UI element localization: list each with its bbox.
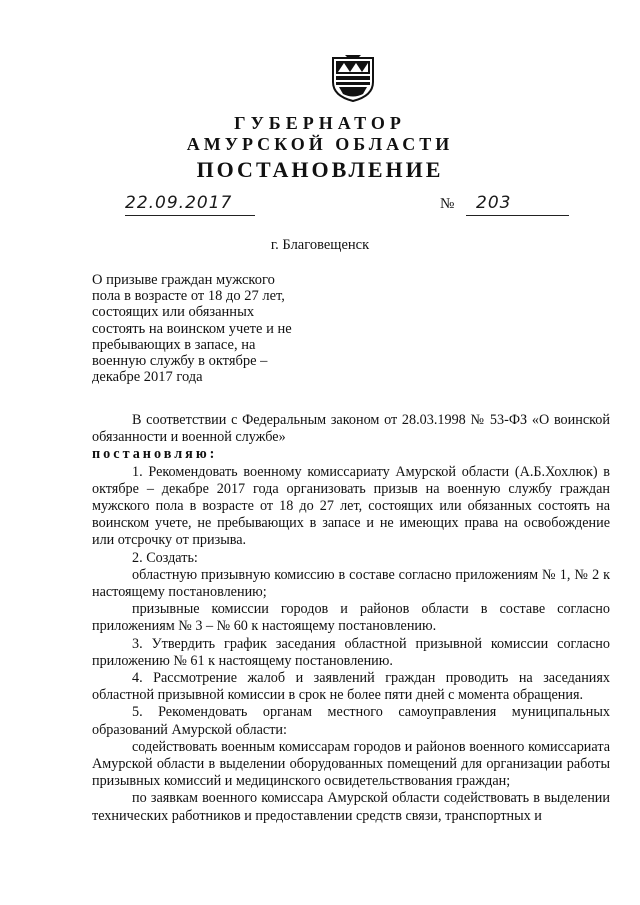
header-title-governor: ГУБЕРНАТОР xyxy=(234,113,406,133)
subject-line: О призыве граждан мужского xyxy=(92,272,275,288)
item-2-paragraph: 2. Создать: xyxy=(132,549,198,566)
header-title-region: АМУРСКОЙ ОБЛАСТИ xyxy=(186,134,454,154)
subject-line: состоять на воинском учете и не xyxy=(92,320,292,337)
item-2a-paragraph: областную призывную комиссию в составе согласно приложениям № 1, № 2 к настоящему постановлению; xyxy=(92,566,610,601)
item-1-paragraph: 1. Рекомендовать военному комиссариату Амурской области (А.Б.Хохлюк) в октябре – декабре 2017 года организовать призыв на военную службу граждан мужского пола в возрасте от 18 до 27 лет, состоящих или обязанных состоять на воинском учете, не пребывающих в запасе и не имеющих права на освобождение или отсрочку от призыва. xyxy=(92,463,610,549)
subject-line: пребывающих в запасе, на xyxy=(92,336,256,353)
subject-line: состоящих или обязанных xyxy=(92,304,255,321)
item-2b-paragraph: призывные комиссии городов и районов области в составе согласно приложениям № 3 – № 60 к настоящему постановлению. xyxy=(92,601,610,635)
subject-line: декабре 2017 года xyxy=(92,369,203,386)
subject-line: военную службу в октябре – xyxy=(92,353,268,370)
document-type-title: ПОСТАНОВЛЕНИЕ xyxy=(196,157,444,182)
handwritten-number: 203 xyxy=(476,193,512,213)
number-label: № xyxy=(440,196,455,212)
number-field xyxy=(466,193,569,216)
coat-of-arms-emblem xyxy=(330,52,376,102)
subject-block xyxy=(92,272,322,385)
preamble-paragraph: В соответствии с Федеральным законом от 28.03.1998 № 53-ФЗ «О воинской обязанности и военной службе» xyxy=(92,412,610,446)
item-3-paragraph: 3. Утвердить график заседания областной призывной комиссии согласно приложению № 61 к настоящему постановлению. xyxy=(92,635,610,669)
item-4-paragraph: 4. Рассмотрение жалоб и заявлений граждан проводить на заседаниях областной призывной комиссии в срок не более пяти дней с момента обращения. xyxy=(92,670,610,704)
handwritten-date: 22.09.2017 xyxy=(125,193,233,213)
resolution-keyword: постановляю: xyxy=(92,446,218,463)
subject-line: пола в возрасте от 18 до 27 лет, xyxy=(92,288,285,305)
document-body xyxy=(92,412,610,825)
city-line: г. Благовещенск xyxy=(270,237,370,253)
item-5-paragraph: 5. Рекомендовать органам местного самоуправления муниципальных образований Амурской области: xyxy=(92,704,610,738)
date-field xyxy=(125,193,255,216)
item-5b-paragraph: по заявкам военного комиссара Амурской области содействовать в выделении технических работников и предоставлении средств связи, транспортных и xyxy=(92,790,610,824)
item-5a-paragraph: содействовать военным комиссарам городов и районов военного комиссариата Амурской области в выделении оборудованных помещений для организации работы призывных комиссий и медицинского освидетельствования граждан; xyxy=(92,738,610,790)
